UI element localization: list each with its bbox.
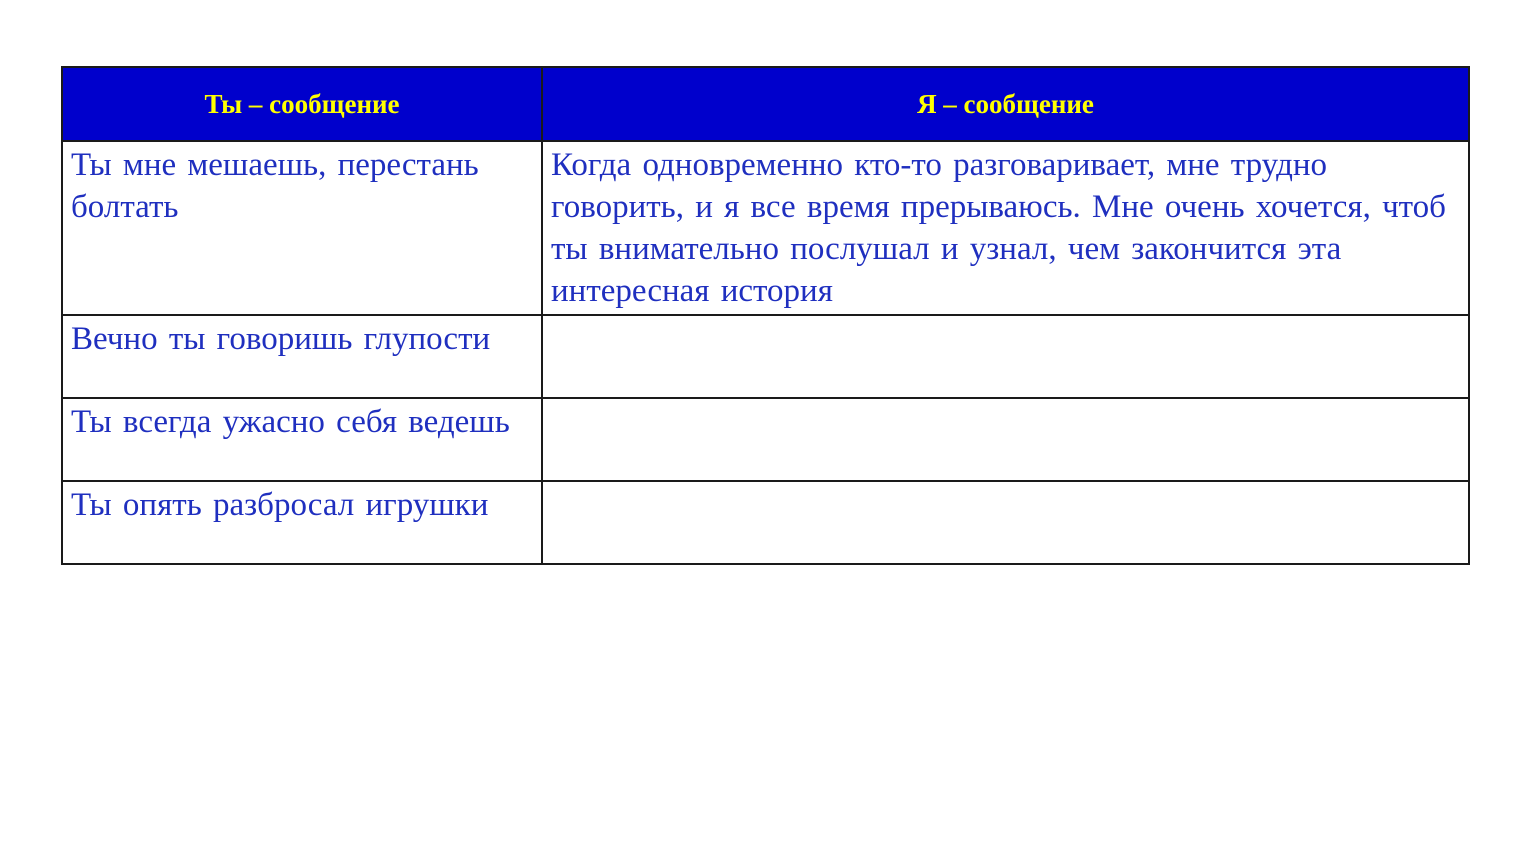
table-row xyxy=(62,141,1469,315)
you-message-cell: Ты всегда ужасно себя ведешь xyxy=(62,398,542,481)
i-message-cell xyxy=(542,315,1469,398)
table-header xyxy=(62,67,1469,141)
messages-table xyxy=(61,66,1470,565)
table-row xyxy=(62,398,1469,481)
you-message-cell: Ты опять разбросал игрушки xyxy=(62,481,542,564)
table-row xyxy=(62,481,1469,564)
header-row xyxy=(62,67,1469,141)
header-i-message: Я – сообщение xyxy=(542,67,1469,141)
you-message-cell: Ты мне мешаешь, перестань болтать xyxy=(62,141,542,315)
table-row xyxy=(62,315,1469,398)
i-message-cell xyxy=(542,398,1469,481)
i-message-cell: Когда одновременно кто-то разговаривает, мне трудно говорить, и я все время прерываюсь. Мне очень хочется, чтоб ты внимательно послушал и узнал, чем закончится эта интересная история xyxy=(542,141,1469,315)
i-message-cell xyxy=(542,481,1469,564)
you-message-cell: Вечно ты говоришь глупости xyxy=(62,315,542,398)
table-body xyxy=(62,141,1469,564)
header-you-message: Ты – сообщение xyxy=(62,67,542,141)
